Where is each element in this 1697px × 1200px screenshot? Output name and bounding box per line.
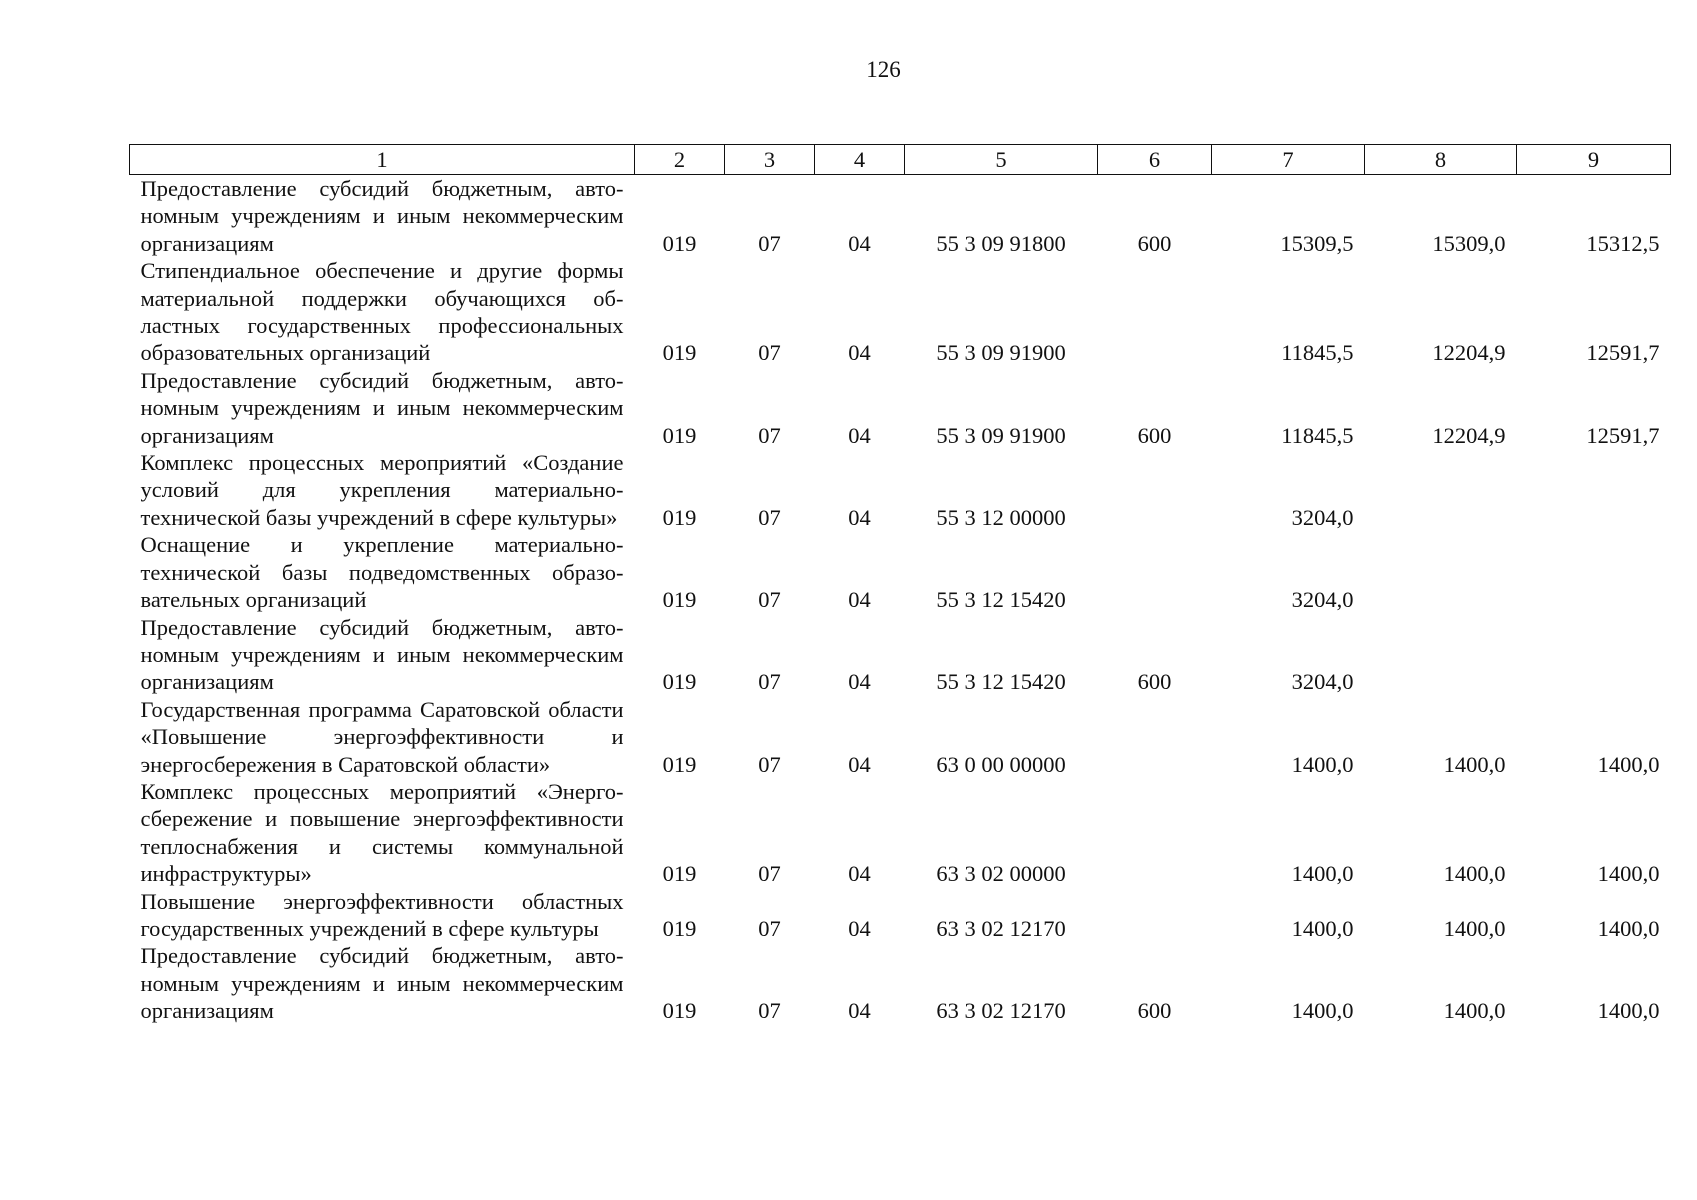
- table-row: [130, 367, 1671, 449]
- row-csr: 55 3 12 00000: [936, 504, 1066, 530]
- table-row: [130, 257, 1671, 367]
- row-pr: 04: [848, 751, 871, 777]
- row-value-1: 1400,0: [1291, 751, 1354, 777]
- row-gr: 019: [662, 861, 697, 887]
- row-value-1: 11845,5: [1281, 422, 1354, 448]
- table-body: [130, 175, 1671, 1025]
- row-value-3: [1517, 614, 1671, 696]
- row-value-1: 1400,0: [1291, 915, 1354, 941]
- row-gr: 019: [662, 751, 697, 777]
- row-value-2: [1365, 531, 1517, 613]
- column-number-3: 3: [725, 145, 815, 175]
- row-name: Комплекс процессных мероприятий «Энергосбережение и повышение энергоэффективности теплоснабжения и системы коммунальной инфраструктуры»: [140, 778, 624, 887]
- row-value-3: 15312,5: [1586, 230, 1660, 256]
- row-rz: 07: [758, 340, 781, 366]
- row-rz: 07: [758, 587, 781, 613]
- row-csr: 63 0 00 00000: [936, 751, 1066, 777]
- row-csr: 55 3 12 15420: [936, 587, 1066, 613]
- page-number: 126: [866, 57, 901, 82]
- row-gr: 019: [662, 340, 697, 366]
- row-rz: 07: [758, 915, 781, 941]
- row-pr: 04: [848, 861, 871, 887]
- row-value-2: 12204,9: [1432, 422, 1506, 448]
- row-csr: 55 3 09 91800: [936, 230, 1066, 256]
- row-rz: 07: [758, 751, 781, 777]
- row-value-2: 15309,0: [1432, 230, 1506, 256]
- column-number-5: 5: [905, 145, 1098, 175]
- table-row: [130, 175, 1671, 258]
- row-rz: 07: [758, 230, 781, 256]
- table-row: [130, 449, 1671, 531]
- row-pr: 04: [848, 915, 871, 941]
- row-pr: 04: [848, 669, 871, 695]
- row-name: Государственная программа Саратовской области «Повышение энергоэффективности и энергосбережения в Саратовской области»: [140, 696, 624, 777]
- column-number-6: 6: [1098, 145, 1212, 175]
- row-gr: 019: [662, 587, 697, 613]
- row-rz: 07: [758, 504, 781, 530]
- row-vr: [1098, 449, 1212, 531]
- row-vr: [1098, 778, 1212, 888]
- row-value-2: [1365, 614, 1517, 696]
- row-pr: 04: [848, 422, 871, 448]
- row-value-1: 15309,5: [1280, 230, 1354, 256]
- row-vr: 600: [1137, 669, 1172, 695]
- row-value-1: 1400,0: [1291, 998, 1354, 1024]
- row-vr: 600: [1137, 422, 1172, 448]
- row-vr: [1098, 888, 1212, 943]
- column-number-9: 9: [1517, 145, 1671, 175]
- budget-table: [129, 144, 1671, 1025]
- table-header: [130, 145, 1671, 175]
- column-number-7: 7: [1212, 145, 1365, 175]
- row-rz: 07: [758, 861, 781, 887]
- row-value-1: 3204,0: [1291, 669, 1354, 695]
- row-value-2: 12204,9: [1432, 340, 1506, 366]
- row-vr: 600: [1137, 998, 1172, 1024]
- row-vr: [1098, 257, 1212, 367]
- row-value-2: 1400,0: [1443, 751, 1506, 777]
- row-gr: 019: [662, 915, 697, 941]
- row-value-2: 1400,0: [1443, 915, 1506, 941]
- row-value-2: 1400,0: [1443, 998, 1506, 1024]
- row-pr: 04: [848, 998, 871, 1024]
- column-number-8: 8: [1365, 145, 1517, 175]
- row-pr: 04: [848, 340, 871, 366]
- row-value-3: 12591,7: [1586, 340, 1660, 366]
- row-gr: 019: [662, 504, 697, 530]
- row-name: Оснащение и укрепление материально-технической базы подведомственных образовательных организаций: [140, 532, 624, 613]
- row-gr: 019: [662, 998, 697, 1024]
- row-pr: 04: [848, 230, 871, 256]
- row-name: Повышение энергоэффективности областных государственных учреждений в сфере культуры: [140, 888, 624, 941]
- row-name: Предоставление субсидий бюджетным, автономным учреждениям и иным некоммерческим организациям: [140, 614, 624, 695]
- row-gr: 019: [662, 230, 697, 256]
- row-name: Предоставление субсидий бюджетным, автономным учреждениям и иным некоммерческим организациям: [140, 176, 624, 256]
- row-rz: 07: [758, 998, 781, 1024]
- row-name: Предоставление субсидий бюджетным, автономным учреждениям и иным некоммерческим организациям: [140, 943, 624, 1024]
- row-vr: [1098, 696, 1212, 778]
- row-value-2: 1400,0: [1443, 861, 1506, 887]
- column-number-1: 1: [130, 145, 635, 175]
- row-name: Предоставление субсидий бюджетным, автономным учреждениям и иным некоммерческим организациям: [140, 367, 624, 448]
- row-value-3: 1400,0: [1597, 998, 1660, 1024]
- table-row: [130, 614, 1671, 696]
- row-pr: 04: [848, 504, 871, 530]
- row-rz: 07: [758, 422, 781, 448]
- row-rz: 07: [758, 669, 781, 695]
- row-name: Комплекс процессных мероприятий «Создание условий для укрепления материально-технической базы учреждений в сфере культуры»: [140, 450, 624, 530]
- row-csr: 63 3 02 12170: [936, 998, 1066, 1024]
- row-value-3: 12591,7: [1586, 422, 1660, 448]
- row-name: Стипендиальное обеспечение и другие формы материальной поддержки обучающихся областных государственных профессиональных образовательных организаций: [140, 258, 624, 366]
- column-number-2: 2: [635, 145, 725, 175]
- row-value-3: [1517, 449, 1671, 531]
- table-row: [130, 531, 1671, 613]
- row-value-1: 3204,0: [1291, 504, 1354, 530]
- row-value-3: [1517, 531, 1671, 613]
- row-value-3: 1400,0: [1597, 861, 1660, 887]
- table-row: [130, 888, 1671, 943]
- row-pr: 04: [848, 587, 871, 613]
- row-vr: [1098, 531, 1212, 613]
- row-gr: 019: [662, 669, 697, 695]
- row-value-1: 3204,0: [1291, 587, 1354, 613]
- row-vr: 600: [1137, 230, 1172, 256]
- table-row: [130, 778, 1671, 888]
- table-row: [130, 696, 1671, 778]
- row-value-1: 1400,0: [1291, 861, 1354, 887]
- row-value-1: 11845,5: [1281, 340, 1354, 366]
- table-row: [130, 942, 1671, 1024]
- header-row: [130, 145, 1671, 175]
- row-csr: 55 3 09 91900: [936, 422, 1066, 448]
- row-gr: 019: [662, 422, 697, 448]
- row-value-3: 1400,0: [1597, 915, 1660, 941]
- row-csr: 55 3 12 15420: [936, 669, 1066, 695]
- row-csr: 63 3 02 12170: [936, 915, 1066, 941]
- row-csr: 55 3 09 91900: [936, 340, 1066, 366]
- row-value-3: 1400,0: [1597, 751, 1660, 777]
- row-csr: 63 3 02 00000: [936, 861, 1066, 887]
- row-value-2: [1365, 449, 1517, 531]
- column-number-4: 4: [815, 145, 905, 175]
